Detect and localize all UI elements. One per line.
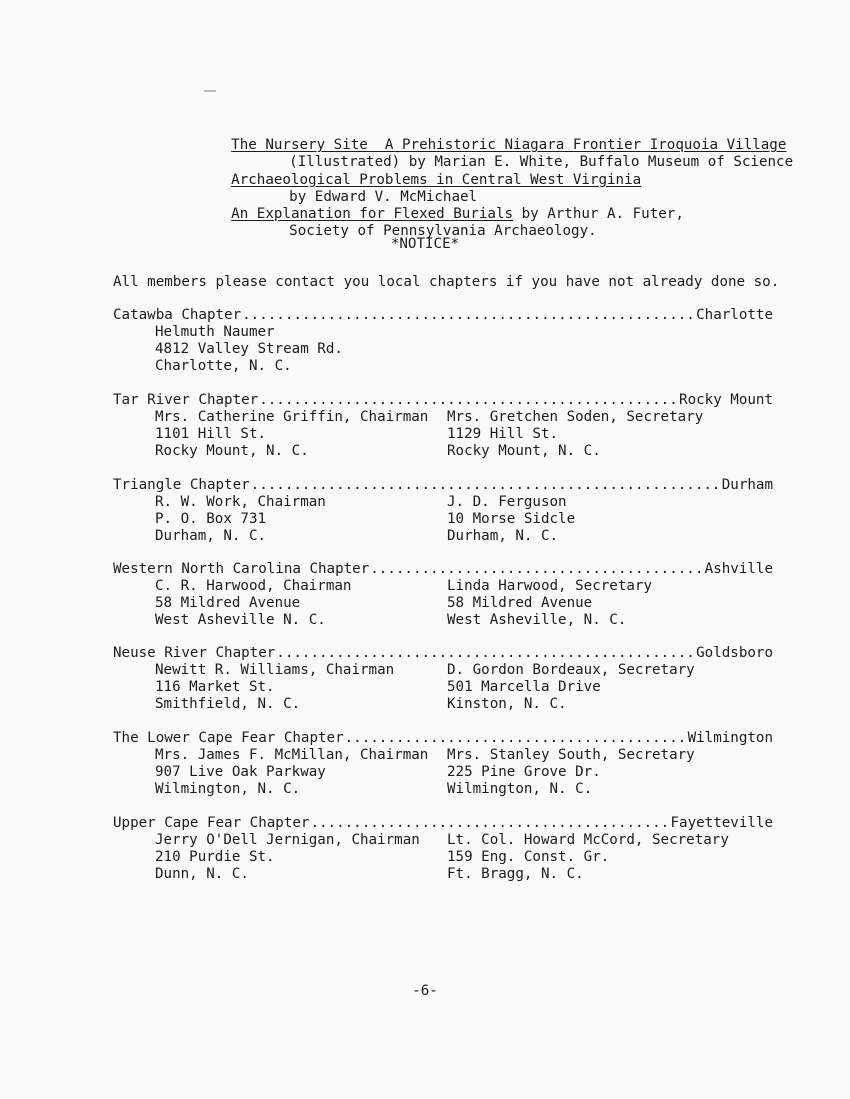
article-title: An Explanation for Flexed Burials (231, 206, 514, 222)
chapter-city: Wilmington (687, 730, 773, 746)
chapter-contact-left: Mrs. Catherine Griffin, Chairman 1101 Hill St. Rocky Mount, N. C. (155, 409, 429, 459)
chapter-name: Neuse River Chapter (113, 645, 276, 661)
chapter-city: Ashville (704, 561, 773, 577)
chapter-city: Durham (721, 477, 773, 493)
chapter-name: The Lower Cape Fear Chapter (113, 730, 344, 746)
chapter-western-north-carolina (113, 561, 773, 628)
leader-dots (242, 307, 695, 324)
chapter-city: Goldsboro (696, 645, 773, 661)
article-title: Archaeological Problems in Central West Virginia (231, 172, 642, 188)
article-line-5: An Explanation for Flexed Burials by Arthur A. Futer, (231, 206, 684, 222)
chapter-contact-left: C. R. Harwood, Chairman 58 Mildred Avenue West Asheville N. C. (155, 578, 352, 628)
chapter-city: Rocky Mount (679, 392, 773, 408)
page-number: -6- (412, 983, 438, 999)
chapter-triangle (113, 477, 773, 544)
paper-speck (204, 90, 216, 92)
chapter-heading (113, 392, 773, 409)
notice-text: All members please contact you local chapters if you have not already done so. (113, 274, 780, 290)
chapter-heading (113, 477, 773, 494)
chapter-heading (113, 815, 773, 832)
chapter-heading (113, 645, 773, 662)
chapter-contact-left: Helmuth Naumer 4812 Valley Stream Rd. Charlotte, N. C. (155, 324, 343, 374)
chapter-heading (113, 561, 773, 578)
chapter-heading (113, 307, 773, 324)
chapter-contact-left: R. W. Work, Chairman P. O. Box 731 Durham, N. C. (155, 494, 326, 544)
chapter-name: Catawba Chapter (113, 307, 242, 323)
article-line-4: by Edward V. McMichael (289, 189, 478, 205)
leader-dots (310, 815, 669, 832)
chapter-lower-cape-fear (113, 730, 773, 797)
article-line-2: (Illustrated) by Marian E. White, Buffalo Museum of Science (289, 154, 794, 170)
article-title: The Nursery Site A Prehistoric Niagara Frontier Iroquoia Village (231, 137, 787, 153)
chapter-city: Charlotte (696, 307, 773, 323)
chapter-name: Western North Carolina Chapter (113, 561, 370, 577)
chapter-neuse-river (113, 645, 773, 712)
chapter-tar-river (113, 392, 773, 459)
chapter-contact-right: Mrs. Stanley South, Secretary 225 Pine Grove Dr. Wilmington, N. C. (447, 747, 695, 797)
leader-dots (259, 392, 678, 409)
chapter-name: Upper Cape Fear Chapter (113, 815, 310, 831)
chapter-upper-cape-fear (113, 815, 773, 882)
chapter-name: Tar River Chapter (113, 392, 259, 408)
chapter-contact-right: D. Gordon Bordeaux, Secretary 501 Marcella Drive Kinston, N. C. (447, 662, 695, 712)
chapter-contact-right: Lt. Col. Howard McCord, Secretary 159 Eng. Const. Gr. Ft. Bragg, N. C. (447, 832, 729, 882)
chapter-contact-right: Mrs. Gretchen Soden, Secretary 1129 Hill St. Rocky Mount, N. C. (447, 409, 704, 459)
chapter-contact-left: Jerry O'Dell Jernigan, Chairman 210 Purdie St. Dunn, N. C. (155, 832, 420, 882)
notice-heading: *NOTICE* (390, 236, 460, 252)
chapter-heading (113, 730, 773, 747)
chapter-name: Triangle Chapter (113, 477, 250, 493)
chapter-catawba (113, 307, 773, 374)
article-line-6: Society of Pennsylvania Archaeology. (289, 223, 597, 239)
chapter-contact-right: J. D. Ferguson 10 Morse Sidcle Durham, N. C. (447, 494, 576, 544)
chapter-contact-left: Mrs. James F. McMillan, Chairman 907 Live Oak Parkway Wilmington, N. C. (155, 747, 429, 797)
leader-dots (251, 477, 721, 494)
leader-dots (276, 645, 695, 662)
leader-dots (370, 561, 703, 578)
chapter-contact-left: Newitt R. Williams, Chairman 116 Market St. Smithfield, N. C. (155, 662, 395, 712)
chapter-city: Fayetteville (670, 815, 773, 831)
leader-dots (345, 730, 687, 747)
chapter-contact-right: Linda Harwood, Secretary 58 Mildred Avenue West Asheville, N. C. (447, 578, 652, 628)
